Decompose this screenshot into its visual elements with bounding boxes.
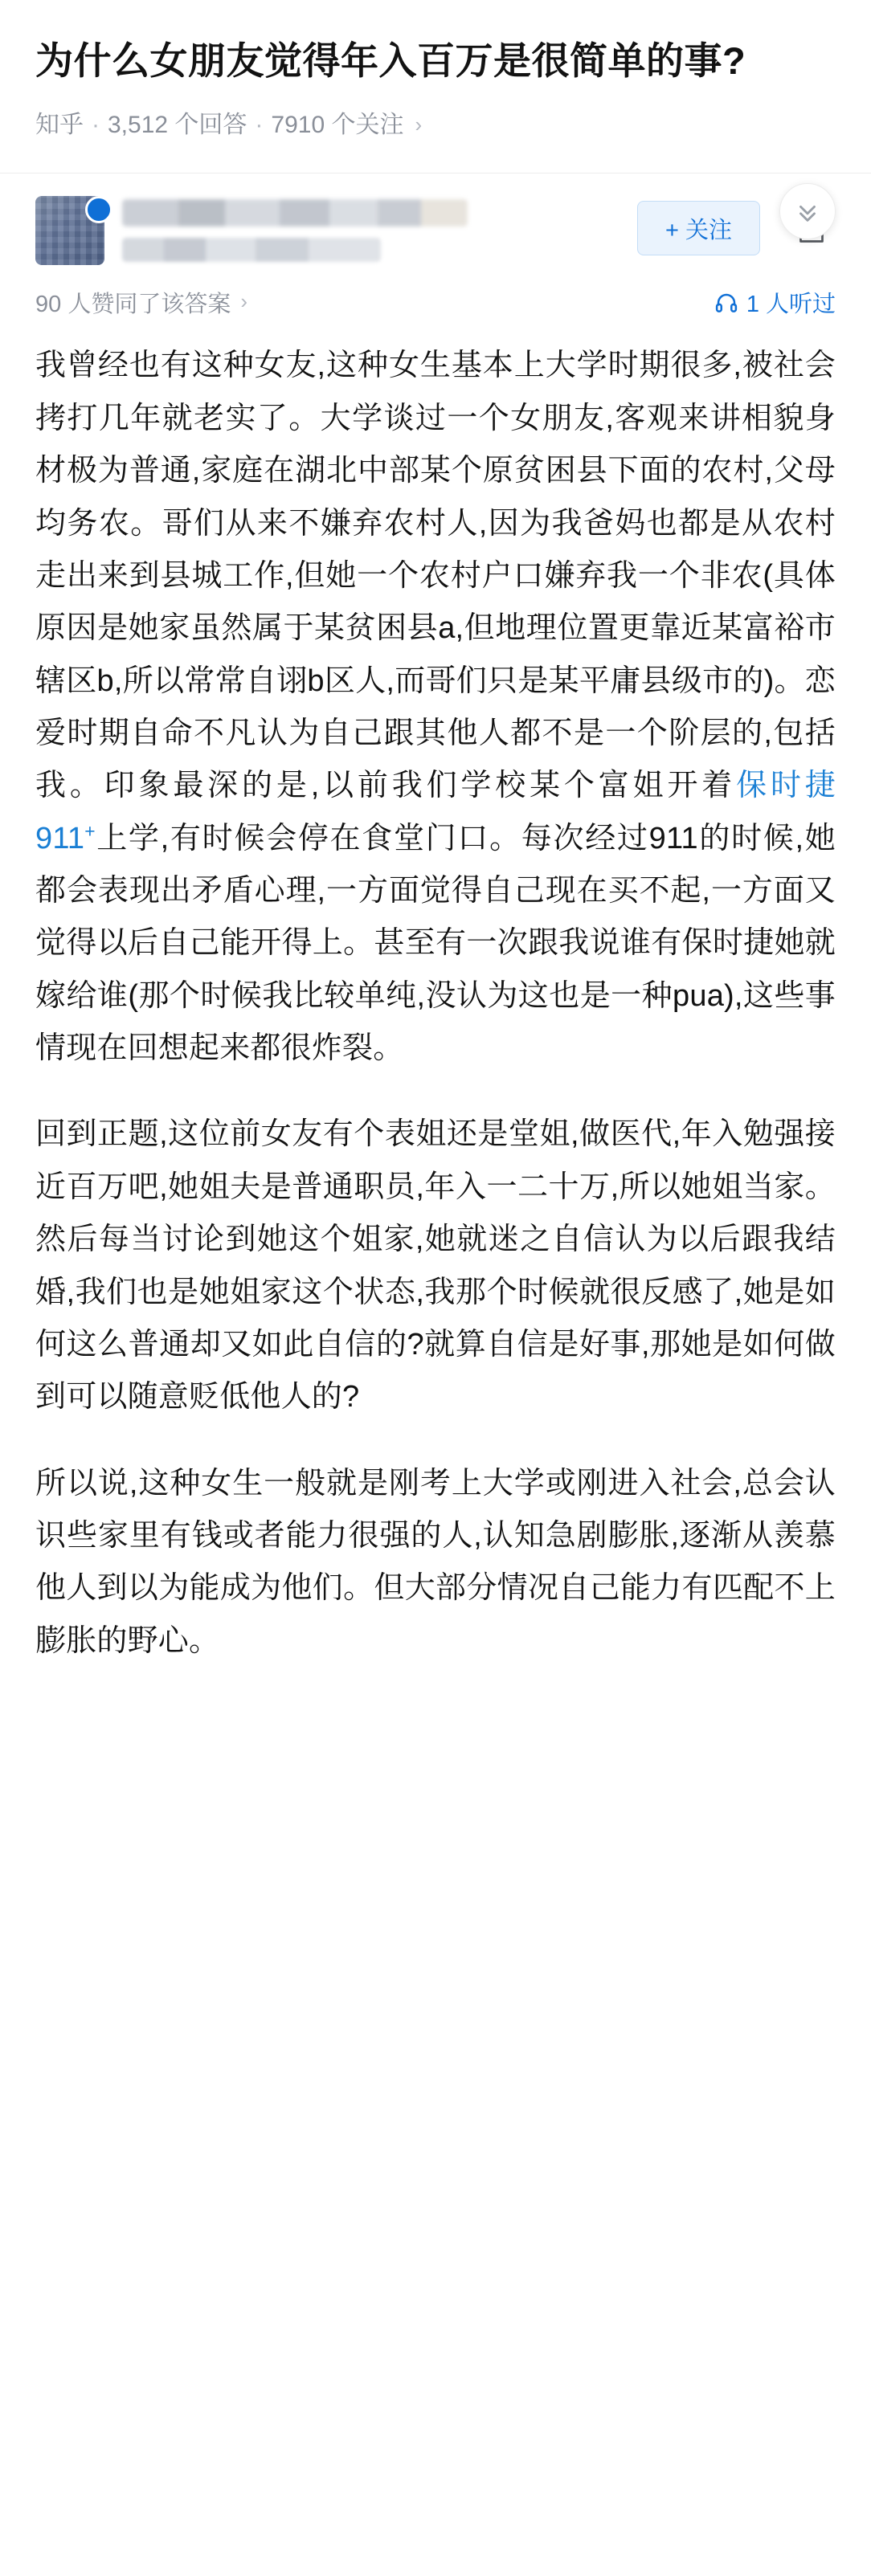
answer-text: 我曾经也有这种女友,这种女生基本上大学时期很多,被社会拷打几年就老实了。大学谈过一个女朋友,客观来讲相貌身材极为普通,家庭在湖北中部某个原贫困县下面的农村,父母均务农。哥们从来不嫌弃农村人,因为我爸妈也都是从农村走出来到县城工作,但她一个农村户口嫌弃我一个非农(具体原因是她家虽然属于某贫困县a,但地理位置更靠近某富裕市辖区b,所以常常自诩b区人,而哥们只是某平庸县级市的)。恋爱时期自命不凡认为自己跟其他人都不是一个阶层的,包括我。印象最深的是,以前我们学校某个富姐开着 — [35, 349, 836, 803]
author-row — [0, 174, 871, 265]
listen-button[interactable] — [714, 286, 836, 319]
answer-text: 所以说,这种女生一般就是刚考上大学或刚进入社会,总会认识些家里有钱或者能力很强的人,认知急剧膨胀,逐渐从羡慕他人到以为能成为他们。但大部分情况自己能力有匹配不上膨胀的野心。 — [35, 1466, 836, 1658]
answer-paragraph — [35, 340, 836, 1075]
answers-count[interactable]: 3,512 个回答 — [108, 112, 247, 139]
answer-paragraph — [35, 1458, 836, 1668]
chevron-right-icon: › — [240, 289, 247, 314]
listen-count: 1 人听过 — [746, 292, 836, 318]
question-meta — [35, 113, 836, 137]
inline-link[interactable]: 保时捷911+ — [35, 769, 836, 855]
author-name-redacted — [122, 199, 468, 227]
answer-text: 回到正题,这位前女友有个表姐还是堂姐,做医代,年入勉强接近百万吧,她姐夫是普通职员,年入一二十万,所以她姐当家。然后每当讨论到她这个姐家,她就迷之自信认为以后跟我结婚,我们也是她姐家这个状态,我那个时候就很反感了,她是如何这么普通却又如此自信的?就算自信是好事,那她是如何做到可以随意贬低他人的? — [35, 1117, 836, 1415]
question-block — [0, 0, 871, 137]
answer-content — [0, 319, 871, 1716]
voters-count: 90 人赞同了该答案 — [35, 292, 231, 318]
answer-text: 上学,有时候会停在食堂门口。每次经过911的时候,她都会表现出矛盾心理,一方面觉得自己现在买不起,一方面又觉得以后自己能开得上。甚至有一次跟我说谁有保时捷她就嫁给谁(那个时候我比较单纯,没认为这也是一种pua),这些事情现在回想起来都很炸裂。 — [35, 821, 836, 1066]
verified-badge-icon — [85, 196, 112, 223]
author-bio-redacted — [122, 238, 381, 262]
source-label: 知乎 — [35, 112, 84, 139]
followers-count[interactable]: 7910 个关注 — [271, 112, 404, 139]
meta-separator-2: · — [255, 112, 264, 139]
chevron-right-icon: › — [415, 112, 423, 137]
headphone-icon — [714, 291, 738, 315]
chevron-double-down-icon[interactable] — [779, 183, 836, 239]
follow-button[interactable]: + 关注 — [637, 201, 760, 255]
link-superscript: + — [84, 820, 96, 842]
voters-count-wrap[interactable] — [35, 286, 247, 319]
answer-paragraph — [35, 1108, 836, 1423]
meta-separator-1: · — [92, 112, 100, 139]
answer-stats-row — [0, 265, 871, 319]
page-title: 为什么女朋友觉得年入百万是很简单的事? — [35, 39, 746, 82]
author-info[interactable] — [104, 196, 637, 262]
